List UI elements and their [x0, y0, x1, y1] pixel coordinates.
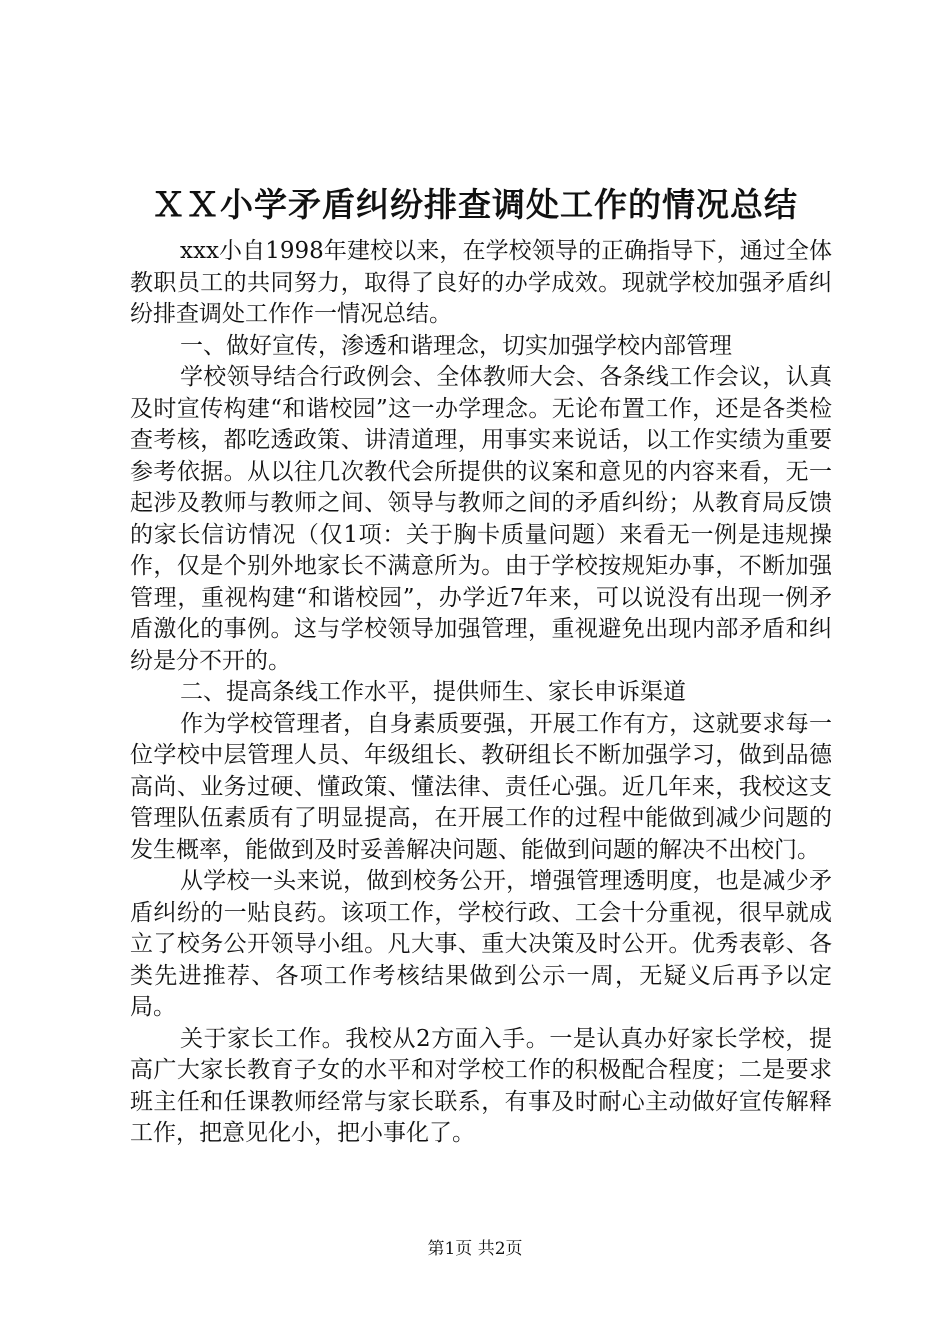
section-2-paragraph-1: 作为学校管理者，自身素质要强，开展工作有方，这就要求每一位学校中层管理人员、年级组长、教研组长不断加强学习，做到品德高尚、业务过硬、懂政策、懂法律、责任心强。近几年来，我校这支管理队伍素质有了明显提高，在开展工作的过程中能做到减少问题的发生概率，能做到及时妥善解决问题、能做到问题的解决不出校门。 [130, 710, 832, 863]
document-body [130, 236, 832, 1150]
section-heading-2: 二、提高条线工作水平，提供师生、家长申诉渠道 [180, 679, 686, 705]
section-1-paragraph: 学校领导结合行政例会、全体教师大会、各条线工作会议，认真及时宣传构建“和谐校园”这一办学理念。无论布置工作，还是各类检查考核，都吃透政策、讲清道理，用事实来说话，以工作实绩为重要参考依据。从以往几次教代会所提供的议案和意见的内容来看，无一起涉及教师与教师之间、领导与教师之间的矛盾纠纷；从教育局反馈的家长信访情况（仅1项：关于胸卡质量问题）来看无一例是违规操作，仅是个别外地家长不满意所为。由于学校按规矩办事，不断加强管理，重视构建“和谐校园”，办学近7年来，可以说没有出现一例矛盾激化的事例。这与学校领导加强管理，重视避免出现内部矛盾和纠纷是分不开的。 [130, 364, 832, 674]
document-title: ＸＸ小学矛盾纠纷排查调处工作的情况总结 [152, 185, 798, 224]
intro-paragraph: xxx小自1998年建校以来，在学校领导的正确指导下，通过全体教职员工的共同努力，取得了良好的办学成效。现就学校加强矛盾纠纷排查调处工作作一情况总结。 [130, 238, 832, 327]
page-footer: 第1页 共2页 [427, 1239, 523, 1259]
section-heading-1: 一、做好宣传，渗透和谐理念，切实加强学校内部管理 [180, 332, 732, 359]
section-2-paragraph-2: 从学校一头来说，做到校务公开，增强管理透明度，也是减少矛盾纠纷的一贴良药。该项工作，学校行政、工会十分重视，很早就成立了校务公开领导小组。凡大事、重大决策及时公开。优秀表彰、各类先进推荐、各项工作考核结果做到公示一周，无疑义后再予以定局。 [130, 868, 832, 1020]
section-2-paragraph-3: 关于家长工作。我校从2方面入手。一是认真办好家长学校，提高广大家长教育子女的水平和对学校工作的积极配合程度；二是要求班主任和任课教师经常与家长联系，有事及时耐心主动做好宣传解释工作，把意见化小，把小事化了。 [130, 1025, 832, 1146]
